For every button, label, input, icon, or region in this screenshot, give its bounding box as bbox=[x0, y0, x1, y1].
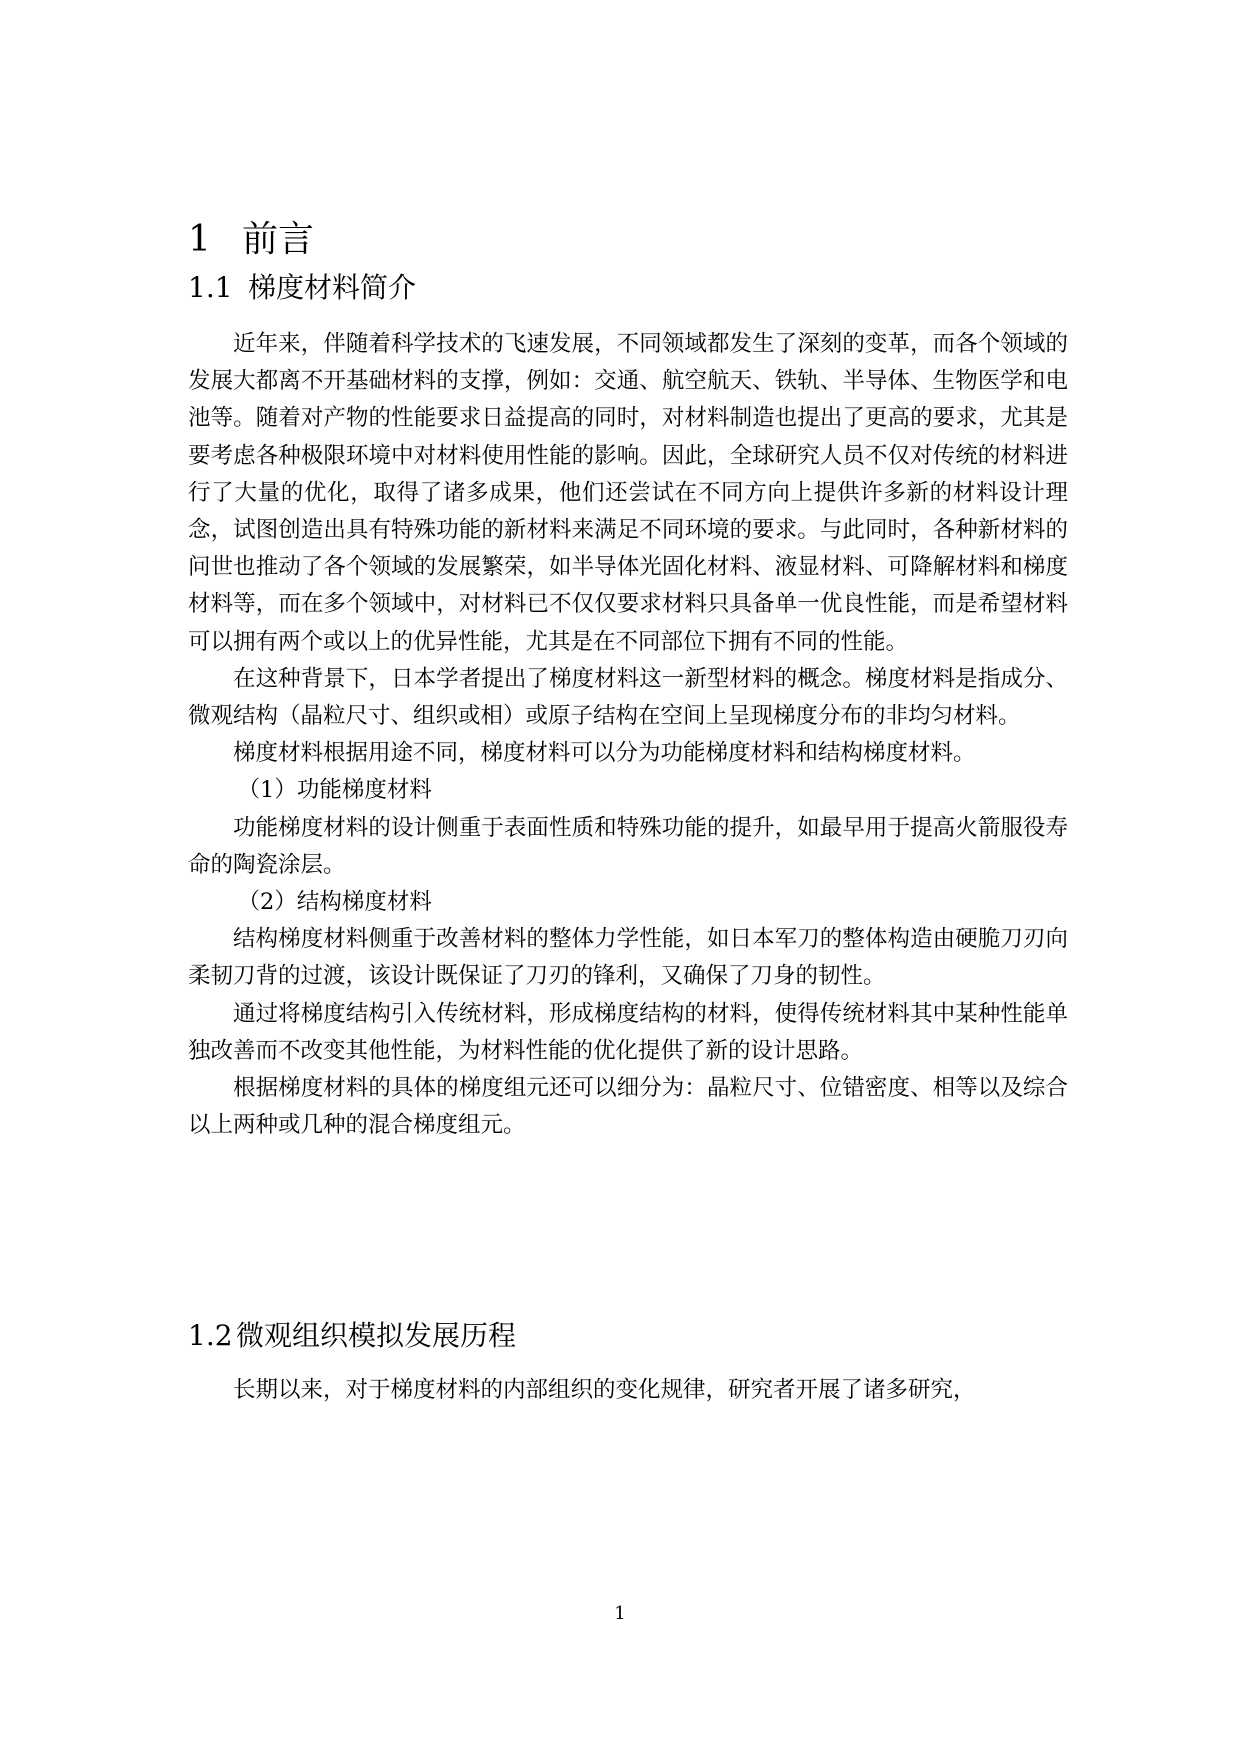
section-1-2-body bbox=[188, 1372, 1068, 1409]
page-number: 1 bbox=[614, 1603, 626, 1624]
paragraph: 根据梯度材料的具体的梯度组元还可以细分为：晶粒尺寸、位错密度、相等以及综合以上两种或几种的混合梯度组元。 bbox=[188, 1075, 1068, 1139]
chapter-heading bbox=[188, 212, 314, 268]
paragraph: 梯度材料根据用途不同，梯度材料可以分为功能梯度材料和结构梯度材料。 bbox=[233, 740, 976, 767]
section-1-1-body bbox=[188, 326, 1068, 1144]
section-number: 1.2 bbox=[188, 1319, 233, 1352]
section-heading-1-1 bbox=[188, 266, 416, 310]
chapter-title: 前言 bbox=[242, 219, 315, 260]
paragraph: 功能梯度材料的设计侧重于表面性质和特殊功能的提升，如最早用于提高火箭服役寿命的陶瓷涂层。 bbox=[188, 814, 1068, 878]
section-title: 梯度材料简介 bbox=[248, 271, 417, 304]
paragraph: 长期以来，对于梯度材料的内部组织的变化规律，研究者开展了诸多研究， bbox=[233, 1377, 976, 1403]
section-number: 1.1 bbox=[188, 271, 233, 304]
paragraph: 近年来，伴随着科学技术的飞速发展，不同领域都发生了深刻的变革，而各个领域的发展大都离不开基础材料的支撑，例如：交通、航空航天、铁轨、半导体、生物医学和电池等。随着对产物的性能要求日益提高的同时，对材料制造也提出了更高的要求，尤其是要考虑各种极限环境中对材料使用性能的影响。因此，全球研究人员不仅对传统的材料进行了大量的优化，取得了诸多成果，他们还尝试在不同方向上提供许多新的材料设计理念，试图创造出具有特殊功能的新材料来满足不同环境的要求。与此同时，各种新材料的问世也推动了各个领域的发展繁荣，如半导体光固化材料、液显材料、可降解材料和梯度材料等，而在多个领域中，对材料已不仅仅要求材料只具备单一优良性能，而是希望材料可以拥有两个或以上的优异性能，尤其是在不同部位下拥有不同的性能。 bbox=[188, 331, 1068, 655]
section-title: 微观组织模拟发展历程 bbox=[236, 1319, 517, 1352]
chapter-number: 1 bbox=[188, 219, 211, 260]
paragraph: 在这种背景下，日本学者提出了梯度材料这一新型材料的概念。梯度材料是指成分、微观结构（晶粒尺寸、组织或相）或原子结构在空间上呈现梯度分布的非均匀材料。 bbox=[188, 665, 1068, 730]
list-item-heading: （1）功能梯度材料 bbox=[237, 777, 432, 804]
section-heading-1-2 bbox=[188, 1314, 516, 1358]
paragraph: 通过将梯度结构引入传统材料，形成梯度结构的材料，使得传统材料其中某种性能单独改善而不改变其他性能，为材料性能的优化提供了新的设计思路。 bbox=[188, 1000, 1068, 1064]
paragraph: 结构梯度材料侧重于改善材料的整体力学性能，如日本军刀的整体构造由硬脆刀刃向柔韧刀背的过渡，该设计既保证了刀刃的锋利，又确保了刀身的韧性。 bbox=[188, 926, 1068, 990]
list-item-heading: （2）结构梯度材料 bbox=[237, 889, 432, 916]
